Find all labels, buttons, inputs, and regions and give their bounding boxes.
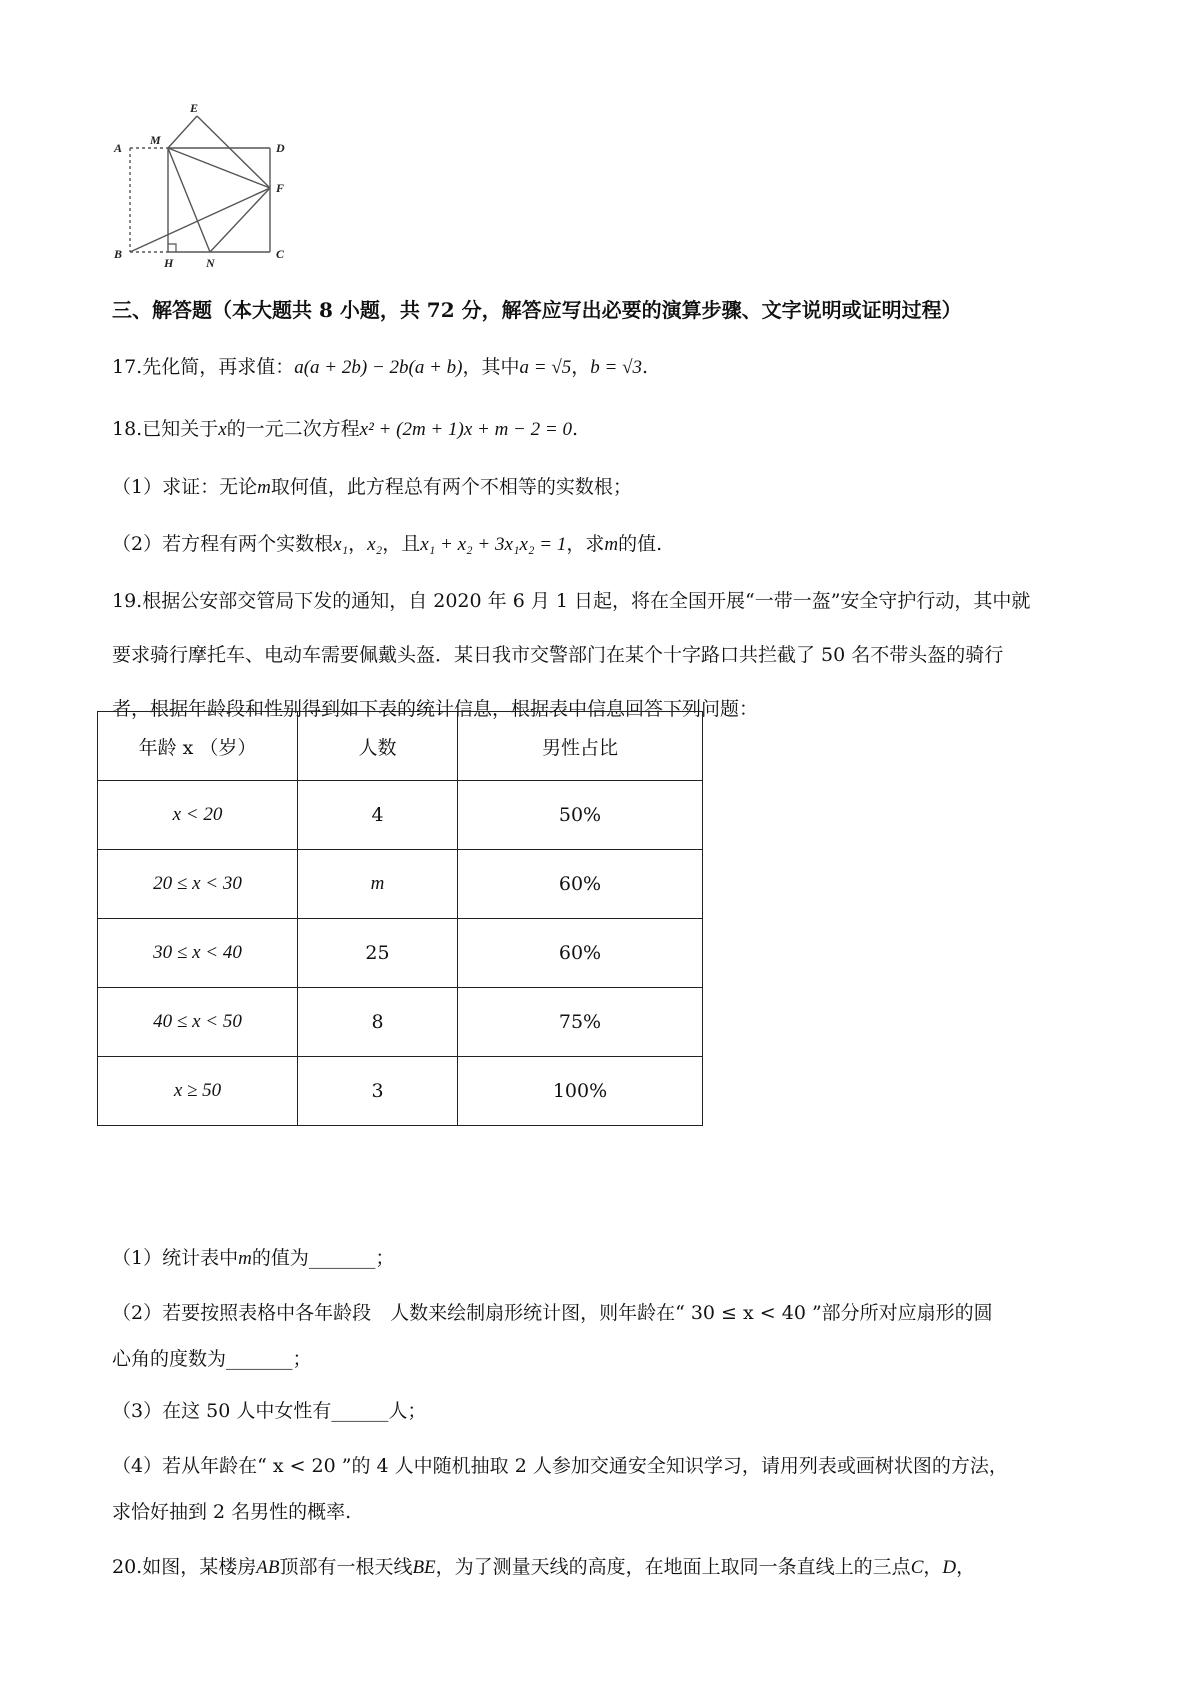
q18-intro2: 的一元二次方程: [226, 418, 360, 440]
q18-p1-b: 取何值，此方程总有两个不相等的实数根；: [270, 476, 632, 498]
label-A: A: [114, 141, 123, 155]
q19-sub-4-line-2: 求恰好抽到 2 名男性的概率.: [112, 1501, 352, 1523]
q18-p2-c: ，求: [566, 533, 605, 555]
q18-p1-a: （1）求证：无论: [112, 476, 258, 498]
label-C: C: [276, 247, 285, 261]
q18-p2-a: （2）若方程有两个实数根: [112, 533, 334, 555]
q19-s1-a: （1）统计表中: [112, 1247, 239, 1269]
segment-MF: [168, 148, 270, 188]
table-cell-ratio: 100%: [458, 1057, 703, 1126]
q18-p1-var: m: [257, 477, 271, 498]
q20-ab: AB: [256, 1557, 280, 1578]
table-header-count: 人数: [298, 712, 458, 781]
table-cell-count: m: [298, 850, 458, 919]
q19-line-3: 者，根据年龄段和性别得到如下表的统计信息，根据表中信息回答下列问题：: [112, 698, 759, 720]
q17-sep: ，: [571, 356, 591, 378]
table-cell-ratio: 60%: [458, 850, 703, 919]
table-cell-age: 30 ≤ x < 40: [98, 919, 298, 988]
right-angle-mark: [168, 244, 176, 252]
q18-var: x: [218, 419, 227, 440]
q20-a: 20.如图，某楼房: [112, 1556, 257, 1578]
table-row: [98, 850, 703, 919]
q19-line-1: 19.根据公安部交管局下发的通知，自 2020 年 6 月 1 日起，将在全国开展“一带一盔”安全守护行动，其中就: [112, 590, 1031, 612]
segment-ME: [168, 116, 197, 148]
table-header-age: 年龄 x （岁）: [98, 712, 298, 781]
table-cell-ratio: 60%: [458, 919, 703, 988]
question-18: [112, 414, 578, 441]
segment-EF: [197, 116, 270, 188]
q20-cv: C: [910, 1557, 924, 1578]
q18-p2-b: ，且: [382, 533, 421, 555]
q20-be: BE: [412, 1557, 436, 1578]
table-cell-count: 25: [298, 919, 458, 988]
table-cell-ratio: 50%: [458, 781, 703, 850]
q18-intro: 18.已知关于: [112, 418, 219, 440]
table-row: [98, 988, 703, 1057]
q18-p2-var: m: [604, 534, 619, 555]
q20-c: ，为了测量天线的高度，在地面上取同一条直线上的三点: [435, 1556, 911, 1578]
q18-p2-d: 的值.: [618, 533, 663, 555]
q17-expression: a(a + 2b) − 2b(a + b): [294, 357, 463, 378]
q17-b-value: b = √3: [590, 357, 643, 378]
q19-sub-1: [112, 1243, 394, 1270]
q17-end: .: [642, 356, 649, 378]
q19-sub-2-line-2: 心角的度数为_______；: [112, 1348, 312, 1370]
q18-end: .: [571, 418, 578, 440]
table-cell-count: 8: [298, 988, 458, 1057]
question-17: [112, 352, 648, 379]
table-row: [98, 1057, 703, 1126]
table-header-row: [98, 712, 703, 781]
label-F: F: [276, 181, 285, 195]
label-D: D: [276, 141, 285, 155]
label-N: N: [206, 256, 215, 270]
q19-sub-4-line-1: （4）若从年龄在“ x < 20 ”的 4 人中随机抽取 2 人参加交通安全知识学习，请用列表或画树状图的方法，: [112, 1455, 1008, 1477]
q19-sub-3: （3）在这 50 人中女性有______人；: [112, 1400, 427, 1422]
q19-sub-2-line-1: （2）若要按照表格中各年龄段 人数来绘制扇形统计图，则年龄在“ 30 ≤ x < 40 ”部分所对应扇形的圆: [112, 1302, 993, 1324]
table-cell-age: x < 20: [98, 781, 298, 850]
table-row: [98, 781, 703, 850]
q17-text: 17.先化简，再求值：: [112, 356, 295, 378]
q18-p2-condition: x₁ + x₂ + 3x₁x₂ = 1: [420, 534, 567, 555]
q20-e: ，: [956, 1556, 976, 1578]
q20-d: ，: [923, 1556, 943, 1578]
q19-s1-var: m: [238, 1248, 252, 1269]
q19-s1-b: 的值为_______；: [251, 1247, 395, 1269]
q18-p2-sep: ，: [348, 533, 368, 555]
q18-p2-x2: x₂: [367, 534, 383, 555]
q18-equation: x² + (2m + 1)x + m − 2 = 0: [359, 419, 572, 440]
segment-BF: [130, 188, 270, 252]
question-18-part-2: [112, 529, 662, 556]
segment-MN: [168, 148, 210, 252]
question-20: [112, 1552, 975, 1579]
label-M: M: [150, 133, 161, 147]
table-cell-age: x ≥ 50: [98, 1057, 298, 1126]
table-cell-ratio: 75%: [458, 988, 703, 1057]
table-cell-age: 40 ≤ x < 50: [98, 988, 298, 1057]
geometry-figure: [110, 100, 300, 270]
table-cell-count: 3: [298, 1057, 458, 1126]
q19-line-2: 要求骑行摩托车、电动车需要佩戴头盔．某日我市交警部门在某个十字路口共拦截了 50 名不带头盔的骑行: [112, 644, 1004, 666]
q17-a-value: a = √5: [519, 357, 572, 378]
segment-FN: [210, 188, 270, 252]
table-row: [98, 919, 703, 988]
label-E: E: [190, 101, 199, 115]
label-B: B: [114, 247, 123, 261]
q17-mid: ，其中: [462, 356, 520, 378]
q18-p2-x1: x₁: [333, 534, 349, 555]
table-cell-count: 4: [298, 781, 458, 850]
section-heading: 三、解答题（本大题共 8 小题，共 72 分，解答应写出必要的演算步骤、文字说明或证明过程）: [112, 298, 962, 322]
question-18-part-1: [112, 472, 632, 499]
q20-dv: D: [942, 1557, 957, 1578]
label-H: H: [164, 256, 174, 270]
table-cell-age: 20 ≤ x < 30: [98, 850, 298, 919]
statistics-table: [97, 711, 703, 1126]
table-header-male-ratio: 男性占比: [458, 712, 703, 781]
q20-b: 顶部有一根天线: [279, 1556, 413, 1578]
